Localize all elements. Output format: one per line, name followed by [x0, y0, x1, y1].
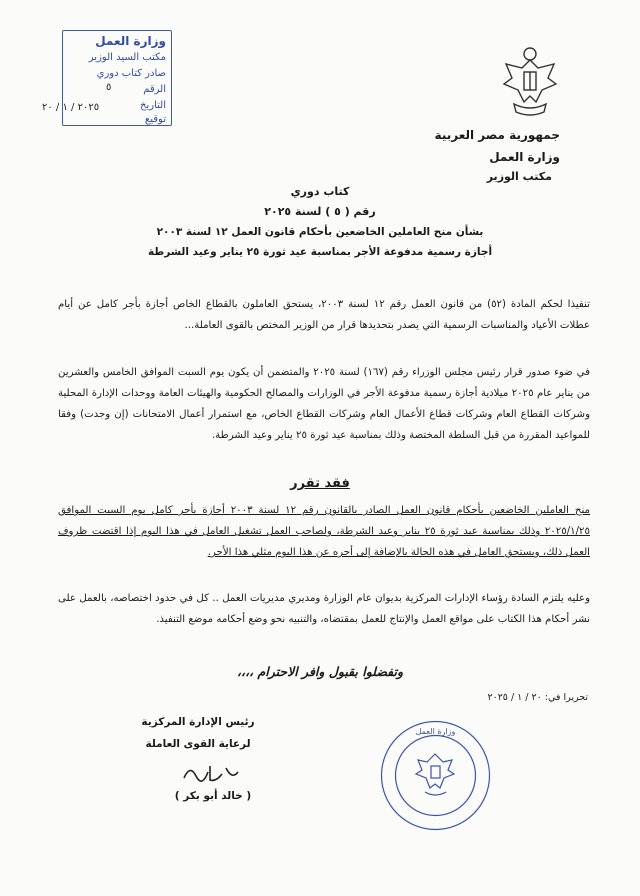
ministry-name: وزارة العمل: [489, 150, 560, 164]
doc-type: كتاب دوري: [290, 185, 350, 198]
signer-name: ( خالد أبو بكر ): [174, 790, 252, 802]
handwritten-signature: [176, 758, 246, 788]
decision-heading-text: فقد تقرر: [290, 476, 350, 491]
office-name: مكتب الوزير: [486, 170, 552, 183]
paragraph-decree: في ضوء صدور قرار رئيس مجلس الوزراء رقم (١٦٧) لسنة ٢٠٢٥ والمتضمن أن يكون يوم السبت الموافق الخامس والعشرين من يناير عام ٢٠٢٥ ميلادية أجازة رسمية مدفوعة الأجر في الوزارات والمصالح الحكومية والهيئات العامة ووحدات الإدارة المحلية وشركات القطاع العام وشركات قطاع الأعمال العام وشركات القطاع الخاص، مع استمرار أعمال الامتحانات (إن وجدت) وفقا للمواعيد المقررة من قبل السلطة المختصة وذلك بمناسبة عيد ثورة ٢٥ يناير وعيد الشرطة.: [58, 367, 591, 441]
stamp-number-value: ٥: [106, 82, 112, 93]
stamp-line-date: التاريخ: [140, 100, 166, 111]
stamp-line-number: الرقم: [143, 84, 166, 95]
closing-line: وتفضلوا بقبول وافر الاحترام ،،،،: [237, 664, 403, 679]
signatory-title-2: لرعاية القوى العاملة: [145, 738, 251, 750]
round-seal-icon: [378, 718, 493, 833]
paragraph-decision: منح العاملين الخاضعين بأحكام قانون العمل الصادر بالقانون رقم ١٢ لسنة ٢٠٠٣ أجازة بأجر كامل يوم السبت الموافق ٢٠٢٥/١/٢٥ وذلك بمناسبة عيد ثورة ٢٥ يناير وعيد الشرطة، ولصاحب العمل تشغيل العامل في هذا اليوم إذا اقتضت ظروف العمل ذلك، ويستحق العامل في هذه الحالة بالإضافة إلى أجره عن هذا اليوم مثلي هذا الأجر.: [58, 505, 590, 558]
subject-line-2: أجازة رسمية مدفوعة الأجر بمناسبة عيد ثورة ٢٥ يناير وعيد الشرطة: [147, 246, 493, 258]
circular-number: رقم ( ٥ ) لسنة ٢٠٢٥: [264, 205, 376, 218]
country-name: جمهورية مصر العربية: [434, 128, 560, 142]
stamp-line-office: مكتب السيد الوزير: [88, 52, 166, 63]
stamp-line-signature: توقيع: [144, 114, 166, 125]
stamp-line-issued: صادر كتاب دوري: [96, 68, 166, 79]
eagle-emblem-icon: [500, 40, 560, 130]
paragraph-instructions: وعليه يلتزم السادة رؤساء الإدارات المركزية بديوان عام الوزارة ومديري مديريات العمل .. كل في حدود اختصاصه، بالعمل على نشر أحكام هذا الكتاب على مواقع العمل والإنتاج للعمل بمقتضاه، والتنبيه نحو وضع أحكامه موضع التنفيذ.: [58, 593, 590, 625]
signatory-title-1: رئيس الإدارة المركزية: [141, 716, 255, 728]
paragraph-legal-basis: تنفيذا لحكم المادة (٥٢) من قانون العمل رقم ١٢ لسنة ٢٠٠٣، يستحق العاملون بالقطاع الخاص أجازة بأجر كامل عن أيام عطلات الأعياد والمناسبات الرسمية التي يصدر بتحديدها قرار من الوزير المختص بالقوى العاملة...: [58, 299, 590, 331]
decision-heading: [60, 476, 580, 491]
stamp-line-ministry: وزارة العمل: [95, 34, 166, 48]
registry-stamp: [42, 30, 172, 130]
stamp-date-value: ٢٠٢٥ / ١ / ٢٠: [42, 102, 100, 113]
issue-date: تحريرا في: ٢٠ / ١ / ٢٠٢٥: [487, 692, 588, 703]
subject-line-1: بشأن منح العاملين الخاضعين بأحكام قانون العمل ١٢ لسنة ٢٠٠٣: [156, 226, 484, 238]
round-seal-text: وزارة العمل: [415, 727, 456, 736]
